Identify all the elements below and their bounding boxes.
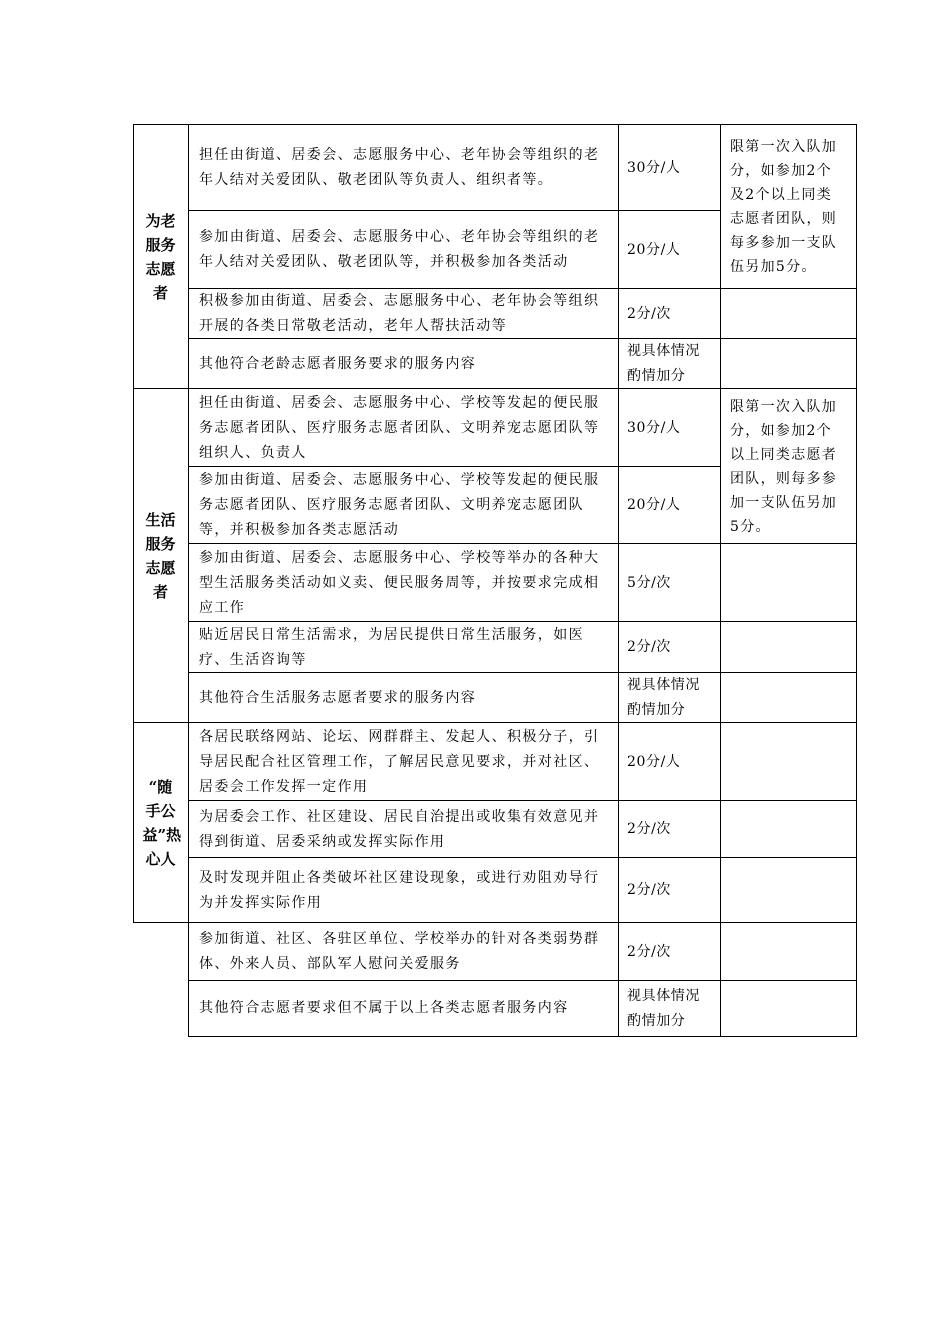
score-cell	[618, 211, 720, 289]
score-text: 2分/次	[627, 943, 672, 960]
content-text: 及时发现并阻止各类破坏社区建设现象，或进行劝阻劝导行为并发挥实际作用	[199, 869, 600, 911]
score-cell	[618, 858, 720, 923]
table-border	[188, 621, 857, 622]
table-border	[133, 124, 857, 125]
score-text: 2分/次	[627, 305, 672, 322]
table-border	[720, 124, 721, 1037]
score-cell	[618, 389, 720, 467]
score-text: 30分/人	[627, 159, 681, 176]
content-cell	[188, 289, 618, 339]
table-border	[188, 980, 857, 981]
content-text: 参加由街道、居委会、志愿服务中心、学校等发起的便民服务志愿者团队、医疗服务志愿者团队、文明养宠志愿团队等，并积极参加各类志愿活动	[199, 472, 600, 538]
table-border	[133, 922, 857, 923]
content-cell	[188, 339, 618, 389]
content-text: 贴近居民日常生活需求，为居民提供日常生活服务，如医疗、生活咨询等	[199, 626, 584, 668]
content-cell	[188, 981, 618, 1036]
score-text: 2分/次	[627, 639, 672, 655]
score-cell	[618, 125, 720, 211]
content-cell	[188, 211, 618, 289]
score-cell	[618, 467, 720, 544]
table-border	[133, 722, 857, 723]
category-label: 生活服务志愿者	[145, 511, 176, 601]
content-cell	[188, 622, 618, 673]
category-label: “随手公益”热心人	[142, 778, 182, 868]
score-text: 20分/人	[627, 753, 681, 770]
score-text: 视具体情况酌情加分	[627, 987, 700, 1029]
score-cell	[618, 544, 720, 622]
table-border	[188, 857, 857, 858]
score-text: 5分/次	[627, 574, 672, 591]
table-border	[188, 210, 720, 211]
score-cell	[618, 923, 720, 981]
score-text: 视具体情况酌情加分	[627, 343, 700, 384]
content-text: 各居民联络网站、论坛、网群群主、发起人、积极分子，引导居民配合社区管理工作，了解居民意见要求，并对社区、居委会工作发挥一定作用	[199, 728, 600, 795]
score-cell	[618, 673, 720, 723]
table-border	[188, 1036, 857, 1037]
content-text: 参加由街道、居委会、志愿服务中心、学校等举办的各种大型生活服务类活动如义卖、便民服务周等，并按要求完成相应工作	[199, 549, 600, 616]
content-text: 积极参加由街道、居委会、志愿服务中心、老年协会等组织开展的各类日常敬老活动，老年人帮扶活动等	[199, 293, 600, 334]
table-border	[188, 338, 857, 339]
table-border	[188, 543, 857, 544]
content-cell	[188, 801, 618, 858]
category-cell	[133, 389, 188, 723]
score-cell	[618, 622, 720, 673]
table-border	[856, 124, 857, 1037]
note-cell	[720, 389, 857, 544]
content-cell	[188, 723, 618, 801]
score-text: 20分/人	[627, 241, 681, 258]
content-cell	[188, 125, 618, 211]
score-text: 视具体情况酌情加分	[627, 677, 700, 718]
score-text: 20分/人	[627, 497, 681, 513]
score-cell	[618, 981, 720, 1036]
content-cell	[188, 467, 618, 544]
category-cell	[133, 125, 188, 389]
content-text: 为居委会工作、社区建设、居民自治提出或收集有效意见并得到街道、居委采纳或发挥实际作用	[199, 808, 600, 850]
content-text: 其他符合生活服务志愿者要求的服务内容	[199, 689, 477, 706]
note-text: 限第一次入队加分，如参加2个及2个以上同类志愿者团队，则每多参加一支队伍另加5分。	[730, 139, 838, 275]
content-cell	[188, 544, 618, 622]
note-text: 限第一次入队加分，如参加2个以上同类志愿者团队，则每多参加一支队伍另加5分。	[730, 398, 838, 535]
score-text: 2分/次	[627, 821, 672, 837]
table-border	[188, 672, 857, 673]
content-text: 担任由街道、居委会、志愿服务中心、学校等发起的便民服务志愿者团队、医疗服务志愿者团队、文明养宠志愿团队等组织人、负责人	[199, 394, 600, 461]
content-text: 参加街道、社区、各驻区单位、学校举办的针对各类弱势群体、外来人员、部队军人慰问关爱服务	[199, 931, 600, 972]
content-cell	[188, 673, 618, 723]
category-cell	[133, 723, 188, 923]
table-border	[133, 388, 857, 389]
score-cell	[618, 723, 720, 801]
content-text: 其他符合志愿者要求但不属于以上各类志愿者服务内容	[199, 1000, 569, 1016]
table-border	[188, 466, 720, 467]
score-text: 30分/人	[627, 419, 681, 436]
score-cell	[618, 339, 720, 389]
table-border	[188, 288, 857, 289]
content-cell	[188, 923, 618, 981]
content-text: 参加由街道、居委会、志愿服务中心、老年协会等组织的老年人结对关爱团队、敬老团队等，并积极参加各类活动	[199, 229, 600, 270]
content-cell	[188, 389, 618, 467]
content-text: 其他符合老龄志愿者服务要求的服务内容	[199, 355, 477, 372]
content-cell	[188, 858, 618, 923]
content-text: 担任由街道、居委会、志愿服务中心、老年协会等组织的老年人结对关爱团队、敬老团队等负责人、组织者等。	[199, 147, 600, 188]
table-border	[133, 124, 134, 923]
table-border	[188, 124, 189, 1037]
table-border	[188, 800, 857, 801]
table-border	[618, 124, 619, 1037]
score-text: 2分/次	[627, 882, 672, 898]
score-cell	[618, 289, 720, 339]
category-label: 为老服务志愿者	[145, 212, 176, 302]
score-cell	[618, 801, 720, 858]
note-cell	[720, 125, 857, 289]
